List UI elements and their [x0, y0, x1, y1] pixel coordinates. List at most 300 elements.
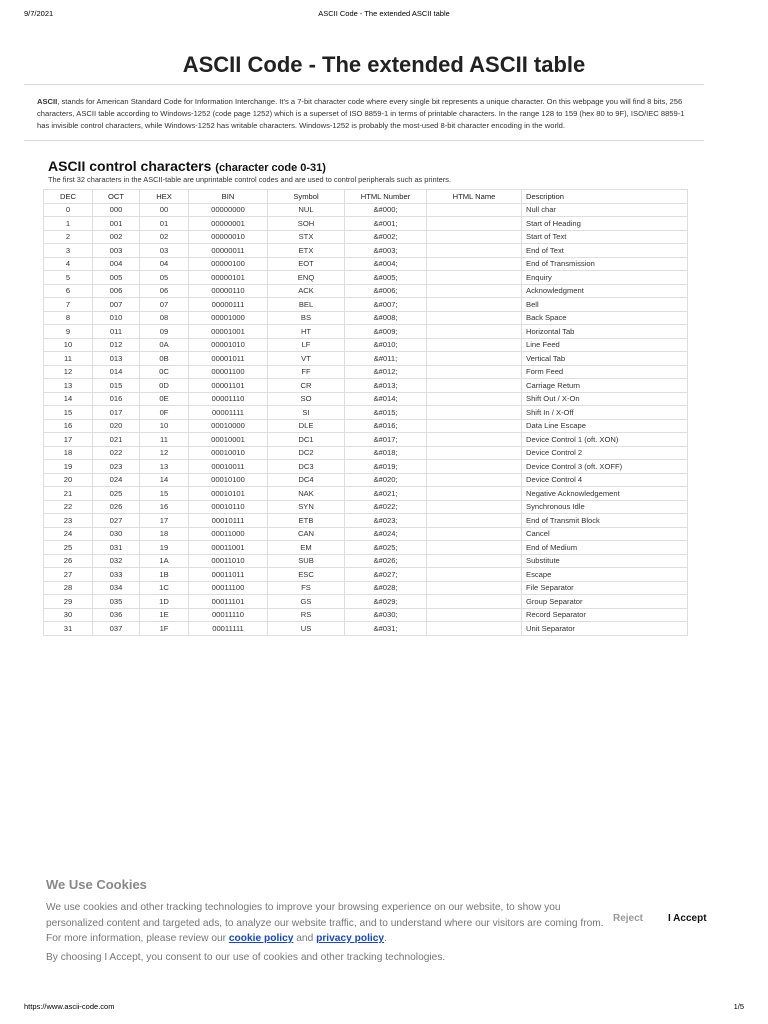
- cell-html-number: &#024;: [345, 527, 427, 541]
- cell-hex: 14: [140, 473, 189, 487]
- cell-html-number: &#013;: [345, 379, 427, 393]
- cell-html-name: [427, 244, 522, 258]
- cell-oct: 014: [93, 365, 140, 379]
- cell-description: Device Control 1 (oft. XON): [522, 433, 688, 447]
- cell-description: Null char: [522, 203, 688, 217]
- table-row: [44, 311, 688, 325]
- cell-hex: 0C: [140, 365, 189, 379]
- cookie-text-before: We use cookies and other tracking technologies to improve your browsing experience on our website, to show you personalized content and targeted ads, to analyze our website traffic, and to understand where our visitors are coming from. For more information, please review our: [46, 902, 604, 944]
- cell-bin: 00000110: [189, 284, 268, 298]
- cell-description: Line Feed: [522, 338, 688, 352]
- cell-bin: 00010010: [189, 446, 268, 460]
- cell-html-name: [427, 365, 522, 379]
- intro-paragraph: [37, 96, 697, 132]
- cell-bin: 00000010: [189, 230, 268, 244]
- cell-html-name: [427, 284, 522, 298]
- accept-button[interactable]: I Accept: [668, 913, 707, 924]
- table-row: [44, 298, 688, 312]
- cell-html-name: [427, 433, 522, 447]
- cell-dec: 29: [44, 595, 93, 609]
- cell-hex: 0D: [140, 379, 189, 393]
- cell-oct: 015: [93, 379, 140, 393]
- cell-symbol: DC3: [268, 460, 345, 474]
- cell-dec: 9: [44, 325, 93, 339]
- cell-dec: 8: [44, 311, 93, 325]
- cell-description: End of Transmission: [522, 257, 688, 271]
- cell-hex: 1B: [140, 568, 189, 582]
- cell-hex: 13: [140, 460, 189, 474]
- cell-bin: 00001100: [189, 365, 268, 379]
- cell-oct: 030: [93, 527, 140, 541]
- cell-hex: 19: [140, 541, 189, 555]
- cell-bin: 00011110: [189, 608, 268, 622]
- cell-html-number: &#009;: [345, 325, 427, 339]
- cookie-banner-text: [46, 900, 614, 947]
- cell-html-number: &#002;: [345, 230, 427, 244]
- cell-description: End of Transmit Block: [522, 514, 688, 528]
- cell-description: Acknowledgment: [522, 284, 688, 298]
- cell-dec: 0: [44, 203, 93, 217]
- cell-hex: 01: [140, 217, 189, 231]
- cell-html-name: [427, 527, 522, 541]
- cell-symbol: GS: [268, 595, 345, 609]
- cell-description: End of Text: [522, 244, 688, 258]
- cell-dec: 24: [44, 527, 93, 541]
- cell-oct: 023: [93, 460, 140, 474]
- cell-html-number: &#011;: [345, 352, 427, 366]
- reject-button[interactable]: Reject: [613, 913, 644, 924]
- cell-dec: 22: [44, 500, 93, 514]
- cell-symbol: CAN: [268, 527, 345, 541]
- table-row: [44, 487, 688, 501]
- cell-bin: 00000000: [189, 203, 268, 217]
- cell-dec: 19: [44, 460, 93, 474]
- cell-bin: 00001001: [189, 325, 268, 339]
- cell-symbol: BEL: [268, 298, 345, 312]
- cell-dec: 12: [44, 365, 93, 379]
- cell-dec: 20: [44, 473, 93, 487]
- header-description: Description: [522, 190, 688, 204]
- cell-hex: 15: [140, 487, 189, 501]
- cell-bin: 00001011: [189, 352, 268, 366]
- cell-hex: 1A: [140, 554, 189, 568]
- cell-dec: 21: [44, 487, 93, 501]
- cell-bin: 00001110: [189, 392, 268, 406]
- cell-oct: 021: [93, 433, 140, 447]
- cell-html-name: [427, 325, 522, 339]
- cell-oct: 036: [93, 608, 140, 622]
- cell-oct: 004: [93, 257, 140, 271]
- table-row: [44, 608, 688, 622]
- table-row: [44, 514, 688, 528]
- cell-bin: 00011000: [189, 527, 268, 541]
- cell-html-number: &#004;: [345, 257, 427, 271]
- cell-description: Unit Separator: [522, 622, 688, 636]
- cell-description: File Separator: [522, 581, 688, 595]
- cell-oct: 037: [93, 622, 140, 636]
- cell-oct: 025: [93, 487, 140, 501]
- cell-hex: 07: [140, 298, 189, 312]
- cookie-banner-title: We Use Cookies: [46, 877, 147, 892]
- cell-html-number: &#008;: [345, 311, 427, 325]
- cell-hex: 16: [140, 500, 189, 514]
- cell-symbol: SOH: [268, 217, 345, 231]
- cell-bin: 00011101: [189, 595, 268, 609]
- cell-bin: 00010011: [189, 460, 268, 474]
- cell-oct: 001: [93, 217, 140, 231]
- cell-description: End of Medium: [522, 541, 688, 555]
- cell-bin: 00010111: [189, 514, 268, 528]
- cell-symbol: NAK: [268, 487, 345, 501]
- cell-html-number: &#015;: [345, 406, 427, 420]
- header-symbol: Symbol: [268, 190, 345, 204]
- cell-dec: 17: [44, 433, 93, 447]
- cell-html-name: [427, 554, 522, 568]
- cell-html-name: [427, 419, 522, 433]
- cell-symbol: LF: [268, 338, 345, 352]
- cell-oct: 013: [93, 352, 140, 366]
- cell-html-name: [427, 568, 522, 582]
- cell-description: Cancel: [522, 527, 688, 541]
- cookie-text-mid: and: [293, 933, 317, 944]
- cell-oct: 020: [93, 419, 140, 433]
- cell-hex: 06: [140, 284, 189, 298]
- cell-description: Data Line Escape: [522, 419, 688, 433]
- section-title: [48, 158, 326, 174]
- header-html-number: HTML Number: [345, 190, 427, 204]
- cell-html-number: &#000;: [345, 203, 427, 217]
- table-row: [44, 271, 688, 285]
- table-row: [44, 541, 688, 555]
- table-row: [44, 460, 688, 474]
- cell-dec: 7: [44, 298, 93, 312]
- cell-description: Device Control 4: [522, 473, 688, 487]
- cell-dec: 6: [44, 284, 93, 298]
- cell-html-name: [427, 595, 522, 609]
- cell-html-number: &#022;: [345, 500, 427, 514]
- cell-oct: 033: [93, 568, 140, 582]
- cell-dec: 26: [44, 554, 93, 568]
- cell-symbol: FF: [268, 365, 345, 379]
- cell-hex: 03: [140, 244, 189, 258]
- cell-html-name: [427, 608, 522, 622]
- cell-html-number: &#030;: [345, 608, 427, 622]
- cell-bin: 00000111: [189, 298, 268, 312]
- cell-html-name: [427, 473, 522, 487]
- cell-dec: 5: [44, 271, 93, 285]
- cell-dec: 23: [44, 514, 93, 528]
- table-row: [44, 527, 688, 541]
- cell-bin: 00000100: [189, 257, 268, 271]
- cell-bin: 00000011: [189, 244, 268, 258]
- table-row: [44, 581, 688, 595]
- print-date: 9/7/2021: [24, 9, 54, 18]
- cell-dec: 15: [44, 406, 93, 420]
- cell-oct: 005: [93, 271, 140, 285]
- cell-symbol: DC4: [268, 473, 345, 487]
- table-row: [44, 568, 688, 582]
- cell-html-number: &#020;: [345, 473, 427, 487]
- cell-description: Escape: [522, 568, 688, 582]
- cell-symbol: SUB: [268, 554, 345, 568]
- table-row: [44, 338, 688, 352]
- cell-html-number: &#017;: [345, 433, 427, 447]
- cell-html-name: [427, 217, 522, 231]
- cell-hex: 02: [140, 230, 189, 244]
- cell-dec: 2: [44, 230, 93, 244]
- cell-hex: 12: [140, 446, 189, 460]
- cell-html-name: [427, 379, 522, 393]
- cell-html-name: [427, 230, 522, 244]
- header-html-name: HTML Name: [427, 190, 522, 204]
- cell-description: Bell: [522, 298, 688, 312]
- cell-oct: 026: [93, 500, 140, 514]
- cell-html-number: &#029;: [345, 595, 427, 609]
- cell-oct: 012: [93, 338, 140, 352]
- header-dec: DEC: [44, 190, 93, 204]
- cell-description: Start of Text: [522, 230, 688, 244]
- cell-oct: 022: [93, 446, 140, 460]
- cell-dec: 4: [44, 257, 93, 271]
- cell-html-number: &#021;: [345, 487, 427, 501]
- cell-oct: 016: [93, 392, 140, 406]
- cell-oct: 000: [93, 203, 140, 217]
- table-row: [44, 365, 688, 379]
- cell-bin: 00010000: [189, 419, 268, 433]
- cell-oct: 031: [93, 541, 140, 555]
- cell-html-name: [427, 311, 522, 325]
- print-url: https://www.ascii-code.com: [24, 1002, 115, 1011]
- cell-symbol: ACK: [268, 284, 345, 298]
- cell-hex: 04: [140, 257, 189, 271]
- cell-hex: 10: [140, 419, 189, 433]
- divider: [24, 84, 704, 85]
- table-row: [44, 284, 688, 298]
- cell-oct: 032: [93, 554, 140, 568]
- cell-dec: 11: [44, 352, 93, 366]
- cell-symbol: SO: [268, 392, 345, 406]
- table-row: [44, 203, 688, 217]
- cell-bin: 00001101: [189, 379, 268, 393]
- table-row: [44, 622, 688, 636]
- cell-hex: 08: [140, 311, 189, 325]
- cell-html-number: &#023;: [345, 514, 427, 528]
- table-row: [44, 433, 688, 447]
- cell-bin: 00011010: [189, 554, 268, 568]
- table-row: [44, 230, 688, 244]
- cell-symbol: STX: [268, 230, 345, 244]
- cell-symbol: EOT: [268, 257, 345, 271]
- cell-html-number: &#014;: [345, 392, 427, 406]
- cell-dec: 18: [44, 446, 93, 460]
- cell-symbol: VT: [268, 352, 345, 366]
- cell-description: Form Feed: [522, 365, 688, 379]
- cell-dec: 16: [44, 419, 93, 433]
- table-row: [44, 244, 688, 258]
- cell-html-number: &#018;: [345, 446, 427, 460]
- cell-symbol: CR: [268, 379, 345, 393]
- cell-bin: 00011111: [189, 622, 268, 636]
- page-title: ASCII Code - The extended ASCII table: [182, 52, 586, 77]
- cell-hex: 00: [140, 203, 189, 217]
- cell-description: Enquiry: [522, 271, 688, 285]
- cell-html-number: &#012;: [345, 365, 427, 379]
- cell-dec: 30: [44, 608, 93, 622]
- cell-html-name: [427, 298, 522, 312]
- table-row: [44, 500, 688, 514]
- cell-description: Synchronous Idle: [522, 500, 688, 514]
- cell-description: Back Space: [522, 311, 688, 325]
- table-row: [44, 554, 688, 568]
- cell-bin: 00011001: [189, 541, 268, 555]
- cell-hex: 1E: [140, 608, 189, 622]
- table-header-row: [44, 190, 688, 204]
- cell-hex: 1C: [140, 581, 189, 595]
- cell-symbol: ETX: [268, 244, 345, 258]
- cell-description: Substitute: [522, 554, 688, 568]
- cell-dec: 25: [44, 541, 93, 555]
- cookie-consent-text: By choosing I Accept, you consent to our use of cookies and other tracking technologies.: [46, 952, 446, 963]
- cell-symbol: ETB: [268, 514, 345, 528]
- cell-html-name: [427, 257, 522, 271]
- cell-dec: 13: [44, 379, 93, 393]
- cell-oct: 011: [93, 325, 140, 339]
- cell-description: Device Control 2: [522, 446, 688, 460]
- cell-bin: 00000001: [189, 217, 268, 231]
- cell-html-name: [427, 622, 522, 636]
- intro-text: , stands for American Standard Code for Information Interchange. It's a 7-bit character code where every single bit represents a unique character. On this webpage you will find 8 bits, 256 characters, ASCII table according to Windows-1252 (code page 1252) which is a superset of ISO 8859-1 in terms of printable characters. In the range 128 to 159 (hex 80 to 9F), ISO/IEC 8859-1 has invisible control characters, while Windows-1252 has writable characters. Windows-1252 is probably the most-used 8-bit character encoding in the world.: [37, 97, 685, 130]
- cell-html-name: [427, 500, 522, 514]
- cell-hex: 0F: [140, 406, 189, 420]
- cell-html-number: &#031;: [345, 622, 427, 636]
- cell-hex: 09: [140, 325, 189, 339]
- cell-html-number: &#028;: [345, 581, 427, 595]
- cell-oct: 010: [93, 311, 140, 325]
- cell-dec: 10: [44, 338, 93, 352]
- cell-html-number: &#027;: [345, 568, 427, 582]
- cell-hex: 0B: [140, 352, 189, 366]
- header-bin: BIN: [189, 190, 268, 204]
- cell-dec: 1: [44, 217, 93, 231]
- divider: [24, 140, 704, 141]
- cell-symbol: ENQ: [268, 271, 345, 285]
- cell-html-number: &#026;: [345, 554, 427, 568]
- cell-bin: 00011011: [189, 568, 268, 582]
- cell-html-number: &#010;: [345, 338, 427, 352]
- cell-hex: 05: [140, 271, 189, 285]
- table-row: [44, 257, 688, 271]
- cell-html-number: &#007;: [345, 298, 427, 312]
- cell-dec: 28: [44, 581, 93, 595]
- cell-oct: 003: [93, 244, 140, 258]
- cell-dec: 14: [44, 392, 93, 406]
- cell-symbol: US: [268, 622, 345, 636]
- cell-html-name: [427, 203, 522, 217]
- cell-symbol: NUL: [268, 203, 345, 217]
- cell-html-name: [427, 487, 522, 501]
- table-row: [44, 352, 688, 366]
- cell-bin: 00001000: [189, 311, 268, 325]
- cell-html-name: [427, 460, 522, 474]
- cell-html-name: [427, 581, 522, 595]
- section-title-text: ASCII control characters: [48, 158, 212, 174]
- cell-symbol: DC2: [268, 446, 345, 460]
- cell-oct: 006: [93, 284, 140, 298]
- cell-html-number: &#016;: [345, 419, 427, 433]
- cell-symbol: FS: [268, 581, 345, 595]
- cell-description: Negative Acknowledgement: [522, 487, 688, 501]
- cell-dec: 27: [44, 568, 93, 582]
- section-description: The first 32 characters in the ASCII-table are unprintable control codes and are used to control peripherals such as printers.: [48, 175, 452, 184]
- cell-description: Shift In / X-Off: [522, 406, 688, 420]
- table-body: [44, 203, 688, 635]
- cookie-policy-link[interactable]: cookie policy: [228, 933, 294, 944]
- privacy-policy-link[interactable]: privacy policy: [316, 933, 385, 944]
- cell-symbol: EM: [268, 541, 345, 555]
- table-row: [44, 446, 688, 460]
- cell-hex: 17: [140, 514, 189, 528]
- cell-bin: 00010101: [189, 487, 268, 501]
- cell-symbol: ESC: [268, 568, 345, 582]
- cell-dec: 31: [44, 622, 93, 636]
- cell-symbol: RS: [268, 608, 345, 622]
- cell-html-number: &#001;: [345, 217, 427, 231]
- cell-html-name: [427, 446, 522, 460]
- intro-bold-term: ASCII: [37, 97, 58, 106]
- cell-hex: 0E: [140, 392, 189, 406]
- header-hex: HEX: [140, 190, 189, 204]
- cell-bin: 00010110: [189, 500, 268, 514]
- print-page-number: 1/5: [733, 1002, 744, 1011]
- cell-hex: 1F: [140, 622, 189, 636]
- cell-bin: 00010001: [189, 433, 268, 447]
- cell-html-name: [427, 541, 522, 555]
- cell-symbol: SYN: [268, 500, 345, 514]
- cell-description: Shift Out / X-On: [522, 392, 688, 406]
- table-row: [44, 392, 688, 406]
- table-row: [44, 419, 688, 433]
- cell-oct: 034: [93, 581, 140, 595]
- table-row: [44, 217, 688, 231]
- cell-symbol: BS: [268, 311, 345, 325]
- cell-symbol: DC1: [268, 433, 345, 447]
- cell-oct: 007: [93, 298, 140, 312]
- header-oct: OCT: [93, 190, 140, 204]
- cell-html-number: &#019;: [345, 460, 427, 474]
- cell-hex: 18: [140, 527, 189, 541]
- cell-description: Start of Heading: [522, 217, 688, 231]
- table-row: [44, 595, 688, 609]
- cell-html-name: [427, 514, 522, 528]
- cell-oct: 017: [93, 406, 140, 420]
- cell-symbol: SI: [268, 406, 345, 420]
- table-row: [44, 379, 688, 393]
- cell-bin: 00000101: [189, 271, 268, 285]
- print-page-title: ASCII Code - The extended ASCII table: [318, 9, 450, 18]
- cell-oct: 027: [93, 514, 140, 528]
- cell-bin: 00001010: [189, 338, 268, 352]
- table-row: [44, 325, 688, 339]
- cookie-text-end: .: [384, 933, 387, 944]
- cell-html-number: &#025;: [345, 541, 427, 555]
- cell-oct: 035: [93, 595, 140, 609]
- cell-hex: 11: [140, 433, 189, 447]
- cell-description: Carriage Return: [522, 379, 688, 393]
- cell-symbol: DLE: [268, 419, 345, 433]
- cell-html-name: [427, 406, 522, 420]
- ascii-control-table: [43, 189, 688, 636]
- table-row: [44, 473, 688, 487]
